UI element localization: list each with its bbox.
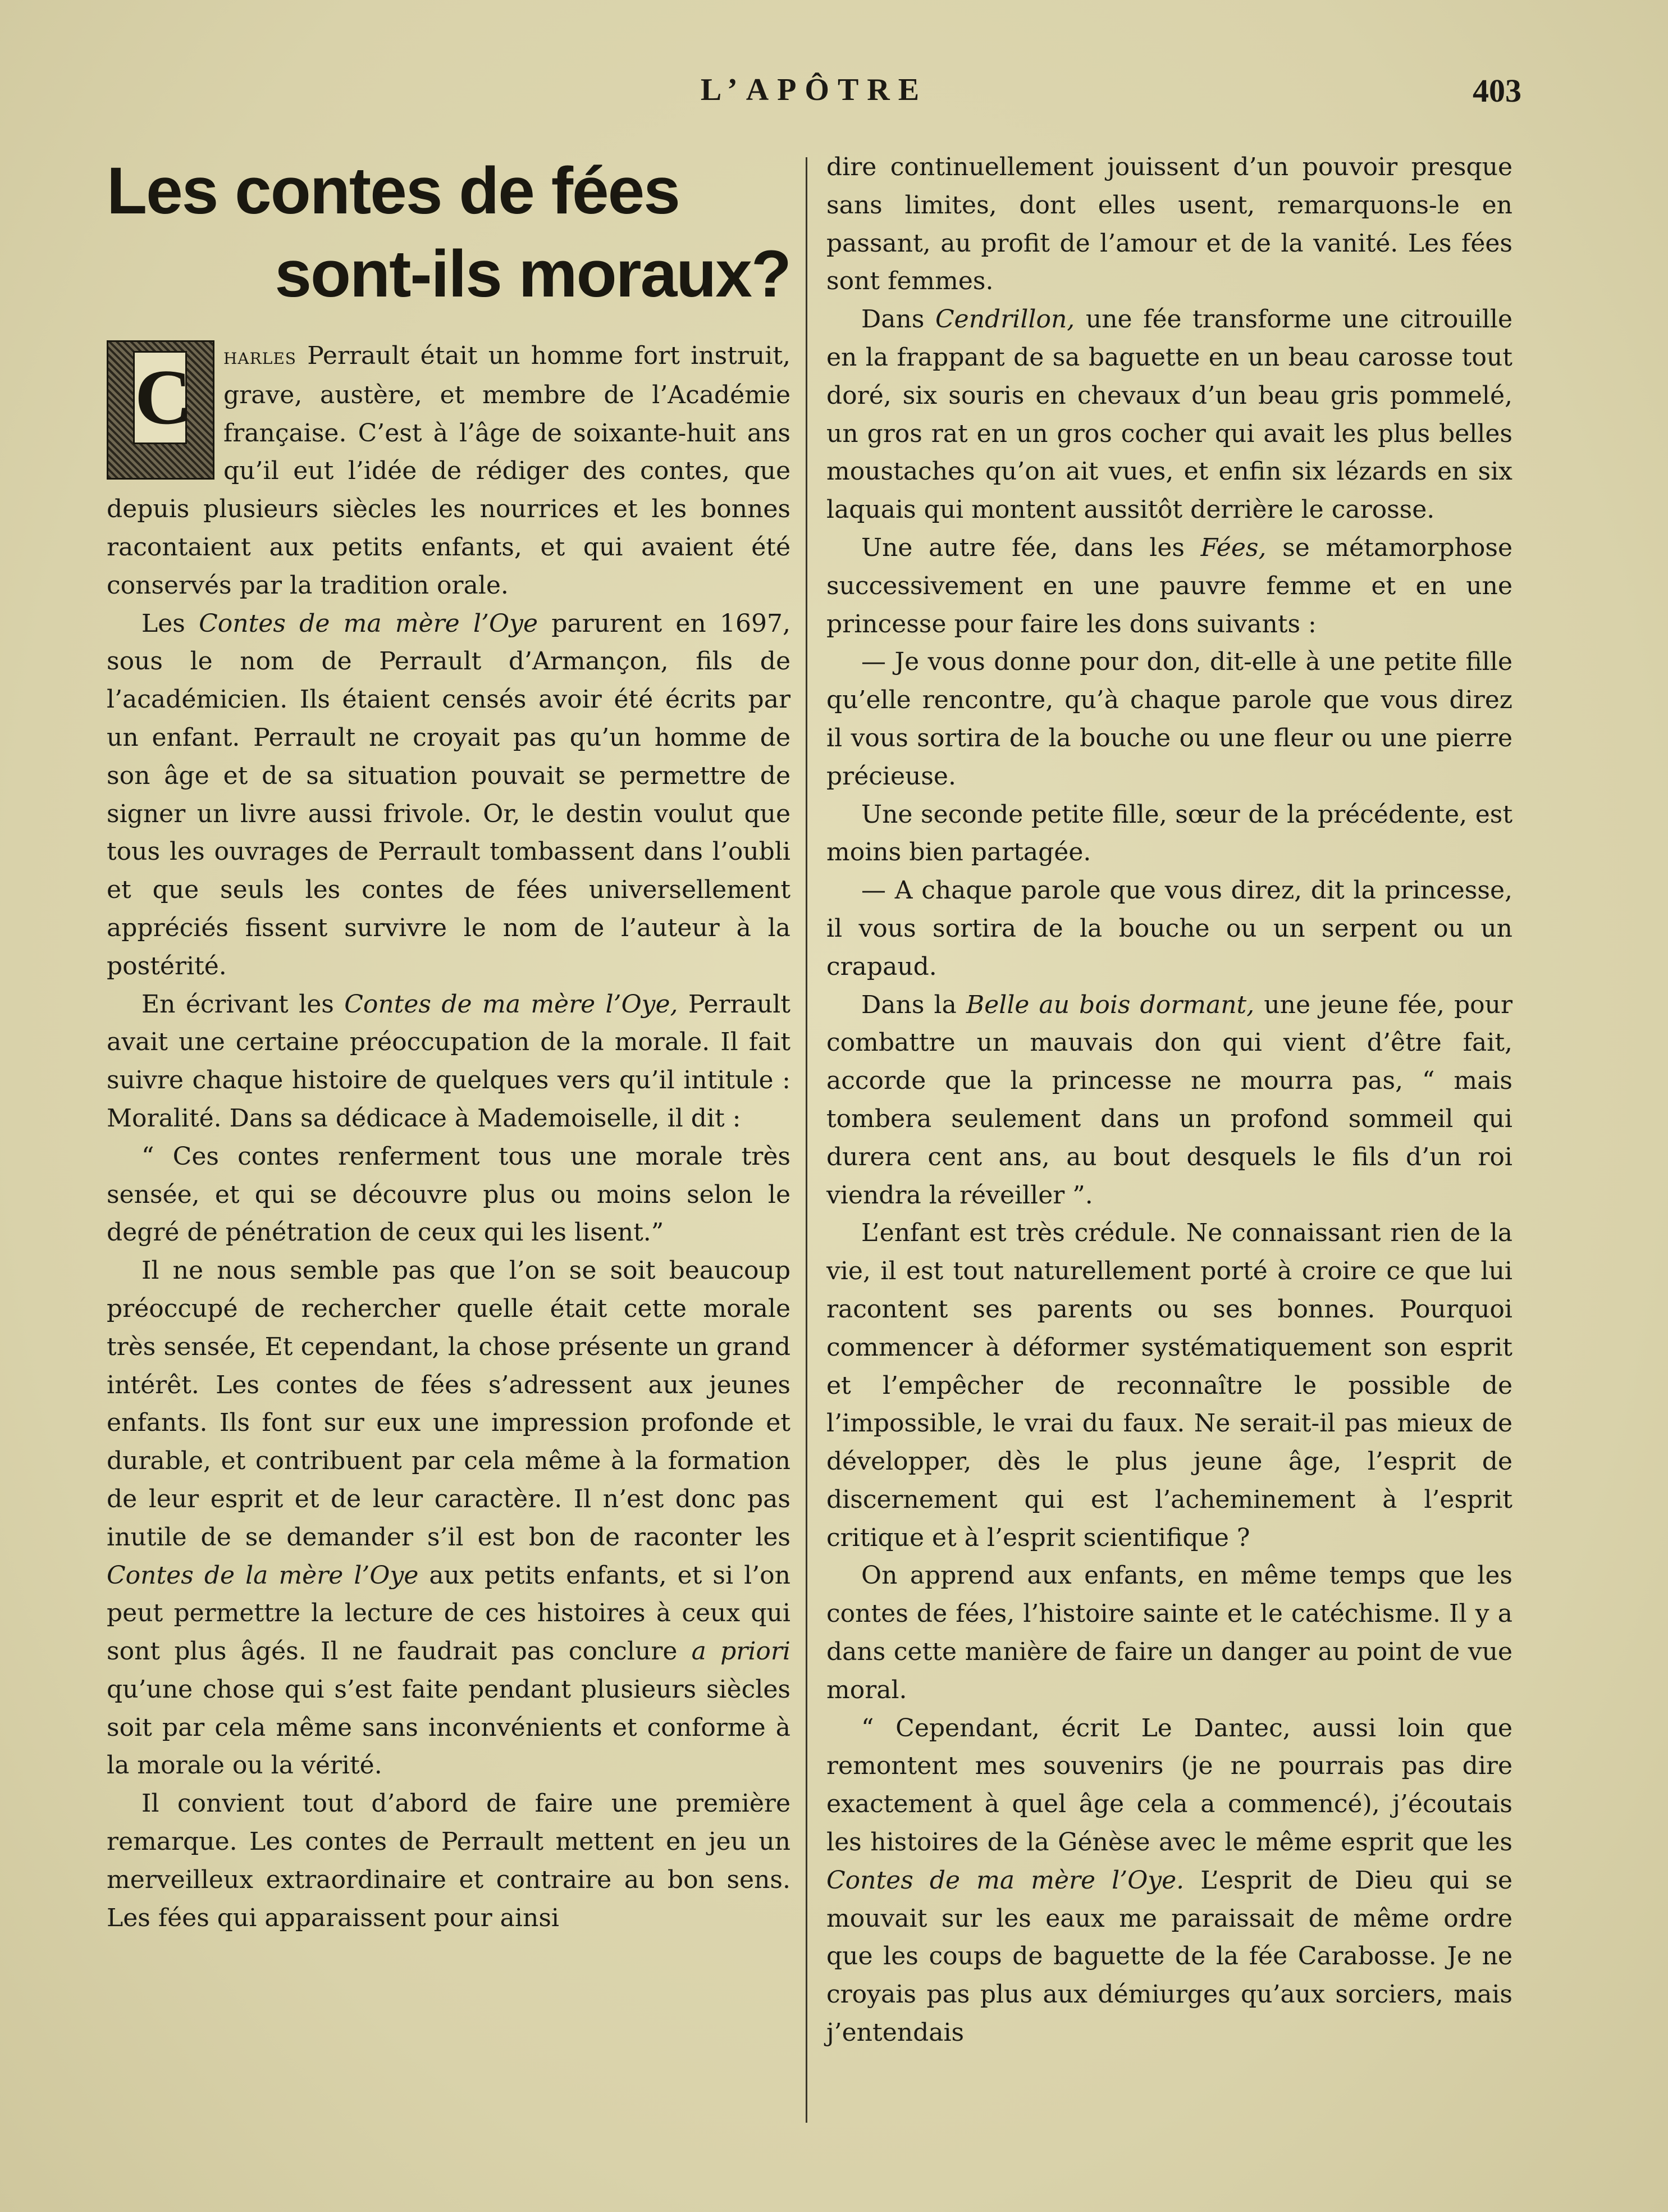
paragraph-child: L’enfant est très crédule. Ne connaissant rien de la vie, il est tout naturellement porté à croire ce que lui racontent ses parents ou ses bonnes. Pourquoi commencer à déformer systématiquement son esprit et l’empêcher de reconnaître le possible de l’impossible, le vrai du faux. Ne serait-il pas mieux de développer, dès le plus jeune âge, l’esprit de discernement qui est l’acheminement à l’esprit critique et à l’esprit scientifique ? <box>826 1219 1512 1552</box>
paragraph-fees: Une autre fée, dans les Fées, se métamorphose successivement en une pauvre femme et en une princesse pour faire les dons suivants : <box>826 533 1512 638</box>
dialogue-paragraph-2: — A chaque parole que vous direz, dit la princesse, il vous sortira de la bouche ou un serpent ou un crapaud. <box>826 876 1512 981</box>
running-head: L’APÔTRE <box>700 72 928 107</box>
paragraph-cendrillon: Dans Cendrillon, une fée transforme une citrouille en la frappant de sa baguette en un beau carosse tout doré, six souris en chevaux d’un beau gris pommelé, un gros rat en un gros cocher qui avait les plus belles moustaches qu’on ait vues, et enfin six lézards en six laquais qui montent aussitôt derrière le carosse. <box>826 305 1512 525</box>
article-title <box>107 149 790 316</box>
paragraph-2: Les Contes de ma mère l’Oye parurent en 1697, sous le nom de Perrault d’Armançon, fils de l’académicien. Ils étaient censés avoir été écrits par un enfant. Perrault ne croyait pas qu’un homme de son âge et de sa situation pouvait se permettre de signer un livre aussi frivole. Or, le destin voulut que tous les ouvrages de Perrault tombassent dans l’oubli et que seuls les contes de fées universellement appréciés fissent survivre le nom de l’auteur à la postérité. <box>107 609 790 980</box>
dropcap-rest: harles <box>223 344 296 370</box>
page-number: 403 <box>1473 72 1521 109</box>
paragraph-1-text: Perrault était un homme fort instruit, grave, austère, et membre de l’Académie française. C’est à l’âge de soixante-huit ans qu’il eut l’idée de rédiger des contes, que depuis plusieurs siècles les nourrices et les bonnes racontaient aux petits enfants, et qui avaient été conservés par la tradition orale. <box>107 341 790 600</box>
paragraph-le-dantec: “ Cependant, écrit Le Dantec, aussi loin que remontent mes souvenirs (je ne pourrais pas dire exactement à quel âge cela a commencé), j’écoutais les histoires de la Génèse avec le même esprit que les Contes de ma mère l’Oye. L’esprit de Dieu qui se mouvait sur les eaux me paraissait de même ordre que les coups de baguette de la fée Carabosse. Je ne croyais pas plus aux démiurges qu’aux sorciers, mais j’entendais <box>826 1713 1512 2047</box>
paragraph-1 <box>107 337 790 605</box>
dropcap-letter: C <box>133 351 187 444</box>
dialogue-paragraph-1: — Je vous donne pour don, dit-elle à une petite fille qu’elle rencontre, qu’à chaque parole que vous direz il vous sortira de la bouche ou une fleur ou une pierre précieuse. <box>826 647 1512 791</box>
title-line-1: Les contes de fées <box>107 154 679 228</box>
quote-paragraph: “ Ces contes renferment tous une morale très sensée, et qui se découvre plus ou moins selon le degré de pénétration de ceux qui les lisent.” <box>107 1142 790 1247</box>
paragraph-5: Il ne nous semble pas que l’on se soit beaucoup préoccupé de rechercher quelle était cette morale très sensée, Et cependant, la chose présente un grand intérêt. Les contes de fées s’adressent aux jeunes enfants. Ils font sur eux une impression profonde et durable, et contribuent par cela même à la formation de leur esprit et de leur caractère. Il n’est donc pas inutile de se demander s’il est bon de raconter les Contes de la mère l’Oye aux petits enfants, et si l’on peut permettre la lecture de ces histoires à ceux qui sont plus âgés. Il ne faudrait pas conclure a priori qu’une chose qui s’est faite pendant plusieurs siècles soit par cela même sans inconvénients et conforme à la morale ou la vérité. <box>107 1256 790 1780</box>
title-line-2: sont-ils moraux? <box>275 237 790 311</box>
paragraph-3: En écrivant les Contes de ma mère l’Oye, Perrault avait une certaine préoccupation de la morale. Il fait suivre chaque histoire de quelques vers qu’il intitule : Moralité. Dans sa dédicace à Mademoiselle, il dit : <box>107 989 790 1133</box>
paragraph-second-girl: Une seconde petite fille, sœur de la précédente, est moins bien partagée. <box>826 800 1512 867</box>
dropcap-ornament <box>107 340 214 480</box>
left-column <box>107 337 790 1937</box>
paragraph-belle: Dans la Belle au bois dormant, une jeune fée, pour combattre un mauvais don qui vient d’être fait, accorde que la princesse ne mourra pas, “ mais tombera seulement dans un profond sommeil qui durera cent ans, au bout desquels le fils d’un roi viendra la réveiller ”. <box>826 990 1512 1210</box>
paragraph-continued: dire continuellement jouissent d’un pouvoir presque sans limites, dont elles usent, remarquons-le en passant, au profit de l’amour et de la vanité. Les fées sont femmes. <box>826 153 1512 296</box>
right-column <box>826 148 1512 2052</box>
paragraph-catechism: On apprend aux enfants, en même temps que les contes de fées, l’histoire sainte et le catéchisme. Il y a dans cette manière de faire un danger au point de vue moral. <box>826 1561 1512 1704</box>
paragraph-6: Il convient tout d’abord de faire une première remarque. Les contes de Perrault mettent en jeu un merveilleux extraordinaire et contraire au bon sens. Les fées qui apparaissent pour ainsi <box>107 1789 790 1932</box>
column-rule <box>806 157 807 2123</box>
